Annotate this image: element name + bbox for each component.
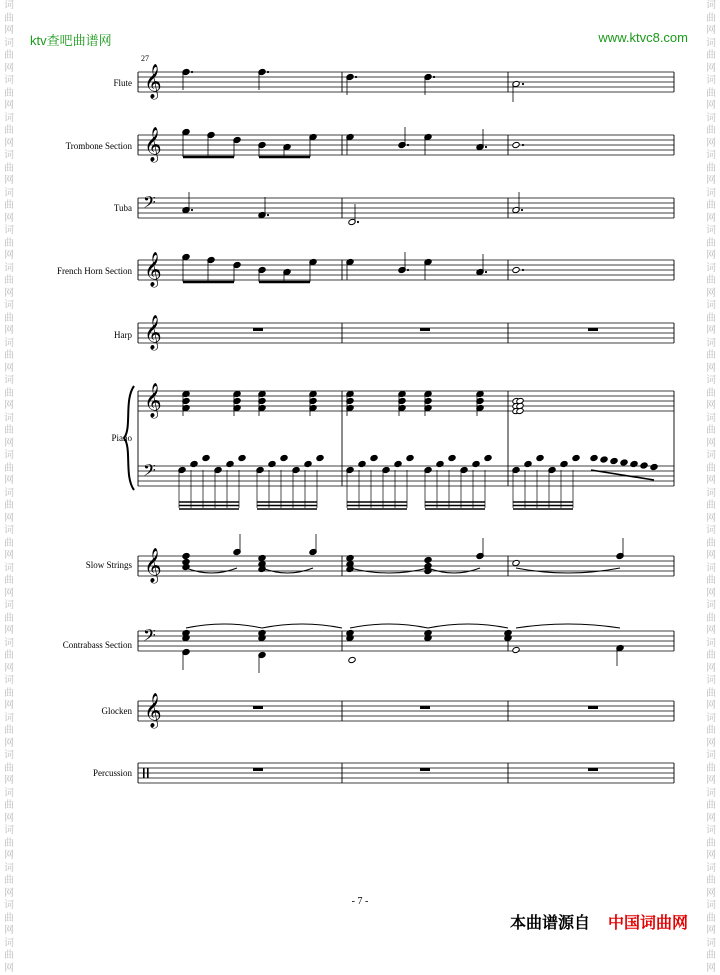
piano-left-note — [448, 454, 456, 461]
instrument-label-flute: Flute — [113, 78, 132, 88]
flute-dot — [433, 76, 435, 78]
footer-source — [510, 910, 688, 933]
tuba-dot — [267, 214, 269, 216]
instrument-label-trombone: Trombone Section — [65, 141, 132, 151]
glocken-whole-rest — [588, 706, 598, 709]
trombone-dot — [522, 144, 524, 146]
piano-left-note — [280, 454, 288, 461]
piano-left-note — [610, 457, 618, 464]
harp-whole-rest — [253, 328, 263, 331]
slow-strings-note — [512, 559, 520, 566]
french-horn-note — [512, 266, 520, 273]
piano-right-treble-clef: 𝄞 — [144, 383, 162, 418]
contrabass-note — [512, 646, 520, 653]
piano-left-note — [484, 454, 492, 461]
watermark-right: 词曲网词曲网词曲网词曲网词曲网词曲网词曲网词曲网词曲网词曲网词曲网词曲网词曲网词曲网词曲网词曲网词曲网词曲网词曲网词曲网词曲网词曲网词曲网词曲网词曲网词曲网 — [706, 0, 716, 974]
piano-left-note — [590, 454, 598, 461]
contrabass-tie — [516, 624, 620, 628]
instrument-label-slow-strings: Slow Strings — [85, 560, 132, 570]
harp-treble-clef: 𝄞 — [144, 315, 162, 350]
piano-left-note — [268, 460, 276, 467]
piano-left-note — [650, 463, 658, 470]
piano-left-note — [238, 454, 246, 461]
piano-left-note — [304, 460, 312, 467]
contrabass-note — [348, 656, 356, 663]
instrument-label-contrabass: Contrabass Section — [62, 640, 132, 650]
trombone-note — [512, 141, 520, 148]
piano-left-note — [394, 460, 402, 467]
piano-left-note — [572, 454, 580, 461]
percussion-perc-clef — [147, 768, 149, 778]
piano-left-note — [202, 454, 210, 461]
piano-left-note — [190, 460, 198, 467]
contrabass-bass-clef: 𝄢 — [143, 625, 156, 649]
piano-left-note — [600, 456, 608, 463]
slow-strings-note — [182, 552, 190, 559]
contrabass-tie — [262, 624, 342, 628]
page-number: - 7 - — [351, 896, 369, 907]
glocken-whole-rest — [253, 706, 263, 709]
piano-left-note — [472, 460, 480, 467]
slow-strings-note — [424, 556, 432, 563]
percussion-whole-rest — [253, 768, 263, 771]
tuba-bass-clef: 𝄢 — [143, 192, 156, 216]
percussion-perc-clef — [143, 768, 145, 778]
instrument-label-glocken: Glocken — [101, 706, 132, 716]
instrument-label-french-horn: French Horn Section — [57, 266, 132, 276]
piano-left-note — [358, 460, 366, 467]
piano-left-beam — [591, 470, 654, 480]
glocken-whole-rest — [420, 706, 430, 709]
piano-left-note — [226, 460, 234, 467]
slow-strings-tie — [262, 568, 313, 573]
measure-number: 27 — [141, 54, 149, 63]
tuba-dot — [357, 221, 359, 223]
trombone-treble-clef: 𝄞 — [144, 127, 162, 162]
french-horn-treble-clef: 𝄞 — [144, 252, 162, 287]
slow-strings-tie — [350, 568, 428, 573]
flute-dot — [355, 76, 357, 78]
percussion-whole-rest — [420, 768, 430, 771]
slow-strings-note — [258, 554, 266, 561]
piano-left-note — [370, 454, 378, 461]
piano-left-note — [640, 462, 648, 469]
piano-left-note — [620, 459, 628, 466]
header-site-name: ktv查吧曲谱网 — [30, 33, 112, 48]
percussion-whole-rest — [588, 768, 598, 771]
flute-dot — [522, 83, 524, 85]
harp-whole-rest — [588, 328, 598, 331]
french-horn-dot — [485, 271, 487, 273]
contrabass-tie — [350, 624, 428, 628]
french-horn-dot — [407, 269, 409, 271]
piano-left-note — [536, 454, 544, 461]
french-horn-dot — [522, 269, 524, 271]
piano-left-note — [630, 460, 638, 467]
instrument-label-piano: Piano — [111, 433, 132, 443]
piano-left-note — [560, 460, 568, 467]
piano-brace — [124, 386, 134, 490]
harp-whole-rest — [420, 328, 430, 331]
footer-source-prefix: 本曲谱源自 — [509, 913, 590, 932]
flute-treble-clef: 𝄞 — [144, 64, 162, 99]
header-site-url: www.ktvc8.com — [598, 30, 688, 45]
tuba-dot — [191, 209, 193, 211]
instrument-label-harp: Harp — [114, 330, 132, 340]
trombone-dot — [407, 144, 409, 146]
instrument-label-tuba: Tuba — [113, 203, 132, 213]
glocken-treble-clef: 𝄞 — [144, 693, 162, 728]
slow-strings-tie — [516, 568, 620, 573]
slow-strings-tie — [186, 568, 237, 573]
slow-strings-tie — [428, 568, 480, 573]
contrabass-tie — [186, 624, 262, 628]
piano-left-note — [316, 454, 324, 461]
contrabass-tie — [428, 624, 508, 628]
piano-left-note — [406, 454, 414, 461]
flute-dot — [267, 71, 269, 73]
tuba-dot — [521, 209, 523, 211]
slow-strings-note — [346, 554, 354, 561]
piano-left-note — [524, 460, 532, 467]
piano-left-note — [436, 460, 444, 467]
footer-source-site: 中国词曲网 — [607, 913, 688, 932]
trombone-dot — [485, 146, 487, 148]
flute-dot — [191, 71, 193, 73]
watermark-left: 词曲网词曲网词曲网词曲网词曲网词曲网词曲网词曲网词曲网词曲网词曲网词曲网词曲网词曲网词曲网词曲网词曲网词曲网词曲网词曲网词曲网词曲网词曲网词曲网词曲网词曲网 — [4, 0, 14, 974]
slow-strings-treble-clef: 𝄞 — [144, 548, 162, 583]
piano-left-bass-clef: 𝄢 — [143, 460, 156, 484]
instrument-label-percussion: Percussion — [93, 768, 132, 778]
